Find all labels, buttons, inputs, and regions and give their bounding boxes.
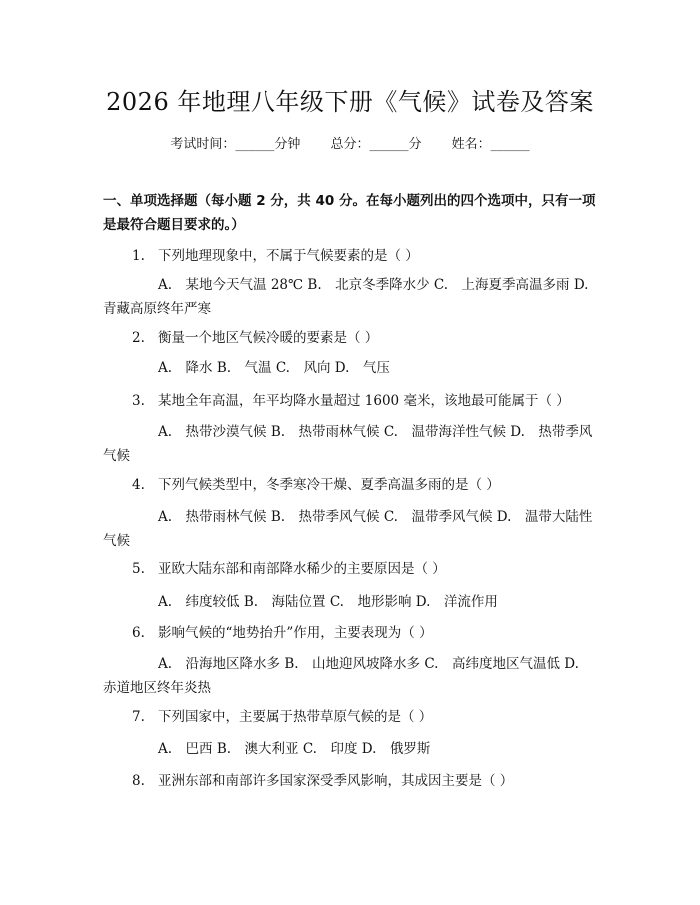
question-number: 7.: [132, 709, 145, 725]
question-stem: 影响气候的“地势抬升”作用，主要表现为（ ）: [158, 625, 433, 641]
question-number: 3.: [132, 393, 145, 409]
question-5: [132, 557, 602, 581]
question-4: [132, 473, 602, 497]
question-stem: 亚欧大陆东部和南部降水稀少的主要原因是（ ）: [158, 561, 446, 577]
question-number: 6.: [132, 625, 145, 641]
question-6: [132, 621, 602, 645]
question-number: 1.: [132, 248, 145, 264]
question-7: [132, 705, 602, 729]
question-2-options: A. 降水 B. 气温 C. 风向 D. 气压: [158, 360, 390, 376]
question-stem: 下列地理现象中，不属于气候要素的是（ ）: [158, 248, 419, 264]
question-number: 4.: [132, 477, 145, 493]
question-7-options: A. 巴西 B. 澳大利亚 C. 印度 D. 俄罗斯: [158, 741, 431, 757]
question-3: [132, 389, 602, 413]
exam-meta: [0, 133, 700, 152]
question-stem: 衡量一个地区气候冷暖的要素是（ ）: [158, 330, 379, 346]
question-number: 8.: [132, 773, 145, 789]
question-4-options: A. 热带雨林气候 B. 热带季风气候 C. 温带季风气候 D. 温带大陆性气候: [103, 509, 593, 549]
total-score-field: 总分：______分: [330, 137, 422, 152]
question-1: [132, 244, 602, 268]
question-number: 5.: [132, 561, 145, 577]
question-stem: 某地全年高温，年平均降水量超过 1600 毫米，该地最可能属于（ ）: [158, 393, 570, 409]
question-1-options: A. 某地今天气温 28℃ B. 北京冬季降水少 C. 上海夏季高温多雨 D. 青藏高原终年严寒: [103, 277, 602, 317]
question-stem: 亚洲东部和南部许多国家深受季风影响，其成因主要是（ ）: [158, 773, 514, 789]
exam-time-field: 考试时间：______分钟: [170, 137, 301, 152]
question-2: [132, 326, 602, 350]
question-8: [132, 769, 602, 793]
question-3-options: A. 热带沙漠气候 B. 热带雨林气候 C. 温带海洋性气候 D. 热带季风气候: [103, 424, 593, 464]
question-stem: 下列国家中，主要属于热带草原气候的是（ ）: [158, 709, 433, 725]
question-5-options: A. 纬度较低 B. 海陆位置 C. 地形影响 D. 洋流作用: [158, 594, 498, 610]
question-6-options: A. 沿海地区降水多 B. 山地迎风坡降水多 C. 高纬度地区气温低 D. 赤道地区终年炎热: [103, 656, 593, 696]
page-title: 2026 年地理八年级下册《气候》试卷及答案: [106, 88, 594, 116]
question-number: 2.: [132, 330, 145, 346]
section-heading: 一、单项选择题（每小题 2 分，共 40 分。在每小题列出的四个选项中，只有一项是最符合题目要求的。）: [103, 193, 596, 233]
student-name-field: 姓名：______: [451, 137, 530, 152]
question-stem: 下列气候类型中，冬季寒冷干燥、夏季高温多雨的是（ ）: [158, 477, 500, 493]
